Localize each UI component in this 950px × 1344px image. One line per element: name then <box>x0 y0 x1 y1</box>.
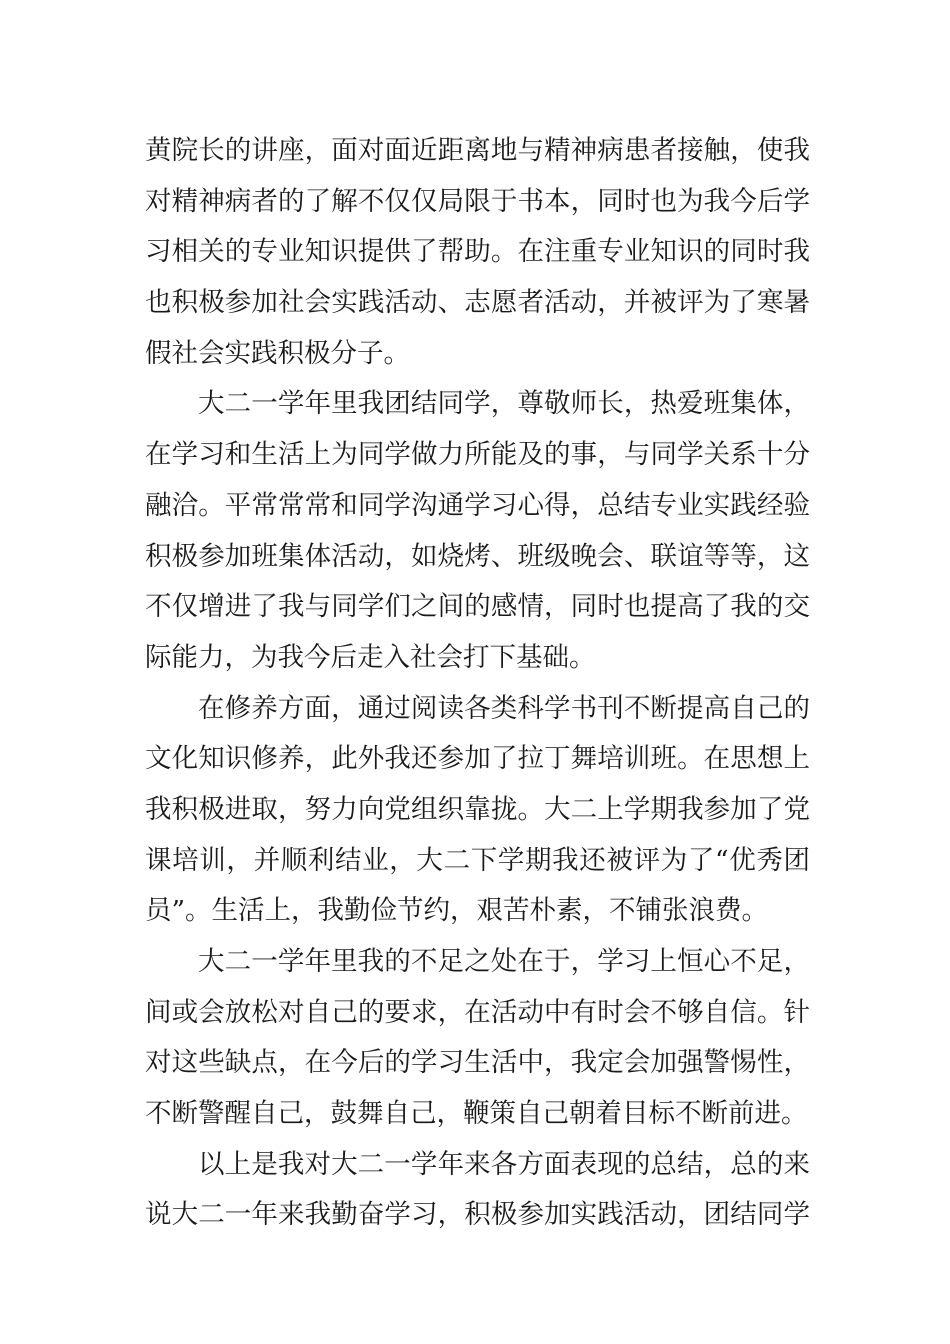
paragraph <box>145 684 810 937</box>
text-line: 假社会实践积极分子。 <box>145 337 410 369</box>
text-line: 习相关的专业知识提供了帮助。在注重专业知识的同时我 <box>145 236 810 268</box>
text-line: 不仅增进了我与同学们之间的感情，同时也提高了我的交 <box>145 591 810 623</box>
document-body <box>145 126 810 1241</box>
paragraph <box>145 126 810 379</box>
text-line: 在修养方面，通过阅读各类科学书刊不断提高自己的 <box>198 692 810 724</box>
text-line: 际能力，为我今后走入社会打下基础。 <box>145 641 596 673</box>
text-line: 大二一学年里我团结同学，尊敬师长，热爱班集体， <box>198 388 810 420</box>
text-line: 积极参加班集体活动，如烧烤、班级晚会、联谊等等，这 <box>145 540 810 572</box>
text-line: 文化知识修养，此外我还参加了拉丁舞培训班。在思想上 <box>145 743 810 775</box>
text-line: 在学习和生活上为同学做力所能及的事，与同学关系十分 <box>145 439 810 471</box>
text-line: 大二一学年里我的不足之处在于，学习上恒心不足， <box>198 946 810 977</box>
text-line: 说大二一年来我勤奋学习，积极参加实践活动，团结同学 <box>145 1199 810 1231</box>
text-line: 黄院长的讲座，面对面近距离地与精神病患者接触，使我 <box>145 135 810 166</box>
text-line: 员”。生活上，我勤俭节约，艰苦朴素，不铺张浪费。 <box>145 895 769 927</box>
text-line: 融洽。平常常常和同学沟通学习心得，总结专业实践经验 <box>145 489 810 521</box>
text-line: 以上是我对大二一学年来各方面表现的总结，总的来 <box>198 1148 810 1180</box>
text-line: 课培训，并顺利结业，大二下学期我还被评为了“优秀团 <box>145 844 810 876</box>
text-line: 不断警醒自己，鼓舞自己，鞭策自己朝着目标不断前进。 <box>145 1098 808 1130</box>
paragraph <box>145 937 810 1140</box>
text-line: 我积极进取，努力向党组织靠拢。大二上学期我参加了党 <box>145 793 810 825</box>
text-line: 对精神病者的了解不仅仅局限于书本，同时也为我今后学 <box>145 185 810 217</box>
text-line: 也积极参加社会实践活动、志愿者活动，并被评为了寒暑 <box>145 287 810 319</box>
paragraph <box>145 1140 810 1241</box>
text-line: 对这些缺点，在今后的学习生活中，我定会加强警惕性， <box>145 1047 810 1079</box>
paragraph <box>145 379 810 683</box>
text-line: 间或会放松对自己的要求，在活动中有时会不够自信。针 <box>145 996 810 1028</box>
